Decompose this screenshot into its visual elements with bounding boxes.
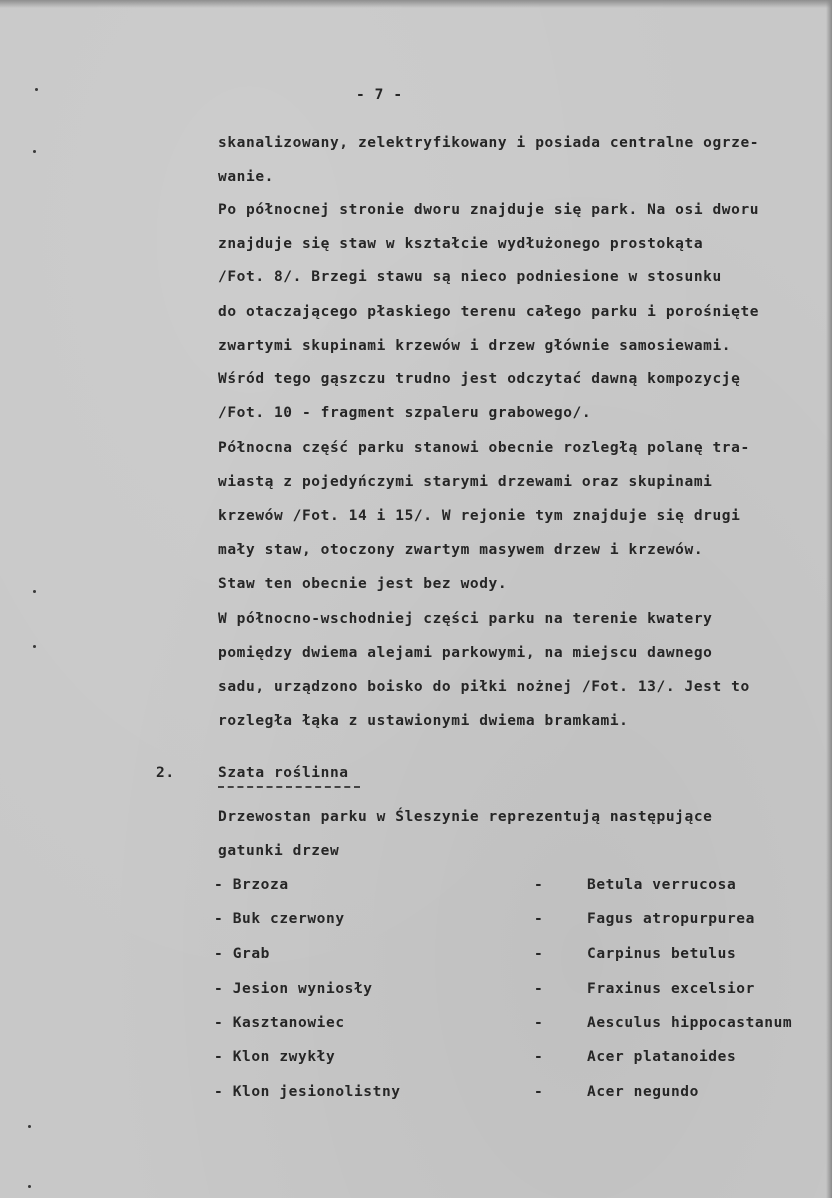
species-row [0,1048,832,1068]
species-separator: - [534,911,544,927]
species-polish-name: - Grab [214,946,271,962]
species-polish-name: - Kasztanowiec [214,1015,345,1031]
species-separator: - [534,1015,544,1031]
scan-speck [28,1125,31,1128]
species-latin-name: Aesculus hippocastanum [587,1015,793,1031]
text-line: /Fot. 10 - fragment szpaleru grabowego/. [218,405,592,421]
text-line: Staw ten obecnie jest bez wody. [218,576,508,592]
species-row [0,1083,832,1103]
species-row [0,980,832,1000]
scan-speck [33,590,36,593]
text-line: Drzewostan parku w Śleszynie reprezentują następujące [218,809,713,825]
section-title: Szata roślinna [218,765,349,781]
text-line: zwartymi skupinami krzewów i drzew głównie samosiewami. [218,338,732,354]
species-row [0,876,832,896]
text-line: sadu, urządzono boisko do piłki nożnej /Fot. 13/. Jest to [218,679,750,695]
text-line: skanalizowany, zelektryfikowany i posiada centralne ogrze- [218,135,760,151]
species-separator: - [534,981,544,997]
species-separator: - [534,1084,544,1100]
text-line: gatunki drzew [218,843,340,859]
scan-speck [33,645,36,648]
text-line: Po północnej stronie dworu znajduje się park. Na osi dworu [218,202,760,218]
scan-speck [35,88,38,91]
species-separator: - [534,877,544,893]
species-latin-name: Acer negundo [587,1084,699,1100]
species-polish-name: - Klon zwykły [214,1049,336,1065]
species-separator: - [534,1049,544,1065]
text-line: /Fot. 8/. Brzegi stawu są nieco podniesione w stosunku [218,269,722,285]
species-row [0,1014,832,1034]
species-polish-name: - Brzoza [214,877,289,893]
text-line: wiastą z pojedyńczymi starymi drzewami oraz skupinami [218,474,713,490]
species-latin-name: Fraxinus excelsior [587,981,755,997]
species-polish-name: - Klon jesionolistny [214,1084,401,1100]
text-line: Wśród tego gąszczu trudno jest odczytać dawną kompozycję [218,371,741,387]
section-number: 2. [156,765,175,781]
species-polish-name: - Jesion wyniosły [214,981,373,997]
text-line: mały staw, otoczony zwartym masywem drzew i krzewów. [218,542,704,558]
section-title-underline [218,786,360,788]
page-number: - 7 - [356,87,403,103]
text-line: wanie. [218,169,274,185]
species-row [0,945,832,965]
species-latin-name: Betula verrucosa [587,877,737,893]
species-row [0,910,832,930]
scan-speck [33,150,36,153]
text-line: Północna część parku stanowi obecnie rozległą polanę tra- [218,440,750,456]
text-line: pomiędzy dwiema alejami parkowymi, na miejscu dawnego [218,645,713,661]
species-polish-name: - Buk czerwony [214,911,345,927]
species-latin-name: Carpinus betulus [587,946,737,962]
scan-speck [28,1185,31,1188]
text-line: do otaczającego płaskiego terenu całego parku i porośnięte [218,304,760,320]
text-line: znajduje się staw w kształcie wydłużonego prostokąta [218,236,704,252]
scan-edge-top [0,0,832,8]
species-latin-name: Fagus atropurpurea [587,911,755,927]
species-separator: - [534,946,544,962]
species-latin-name: Acer platanoides [587,1049,737,1065]
text-line: rozległa łąka z ustawionymi dwiema bramkami. [218,713,629,729]
text-line: W północno-wschodniej części parku na terenie kwatery [218,611,713,627]
text-line: krzewów /Fot. 14 i 15/. W rejonie tym znajduje się drugi [218,508,741,524]
